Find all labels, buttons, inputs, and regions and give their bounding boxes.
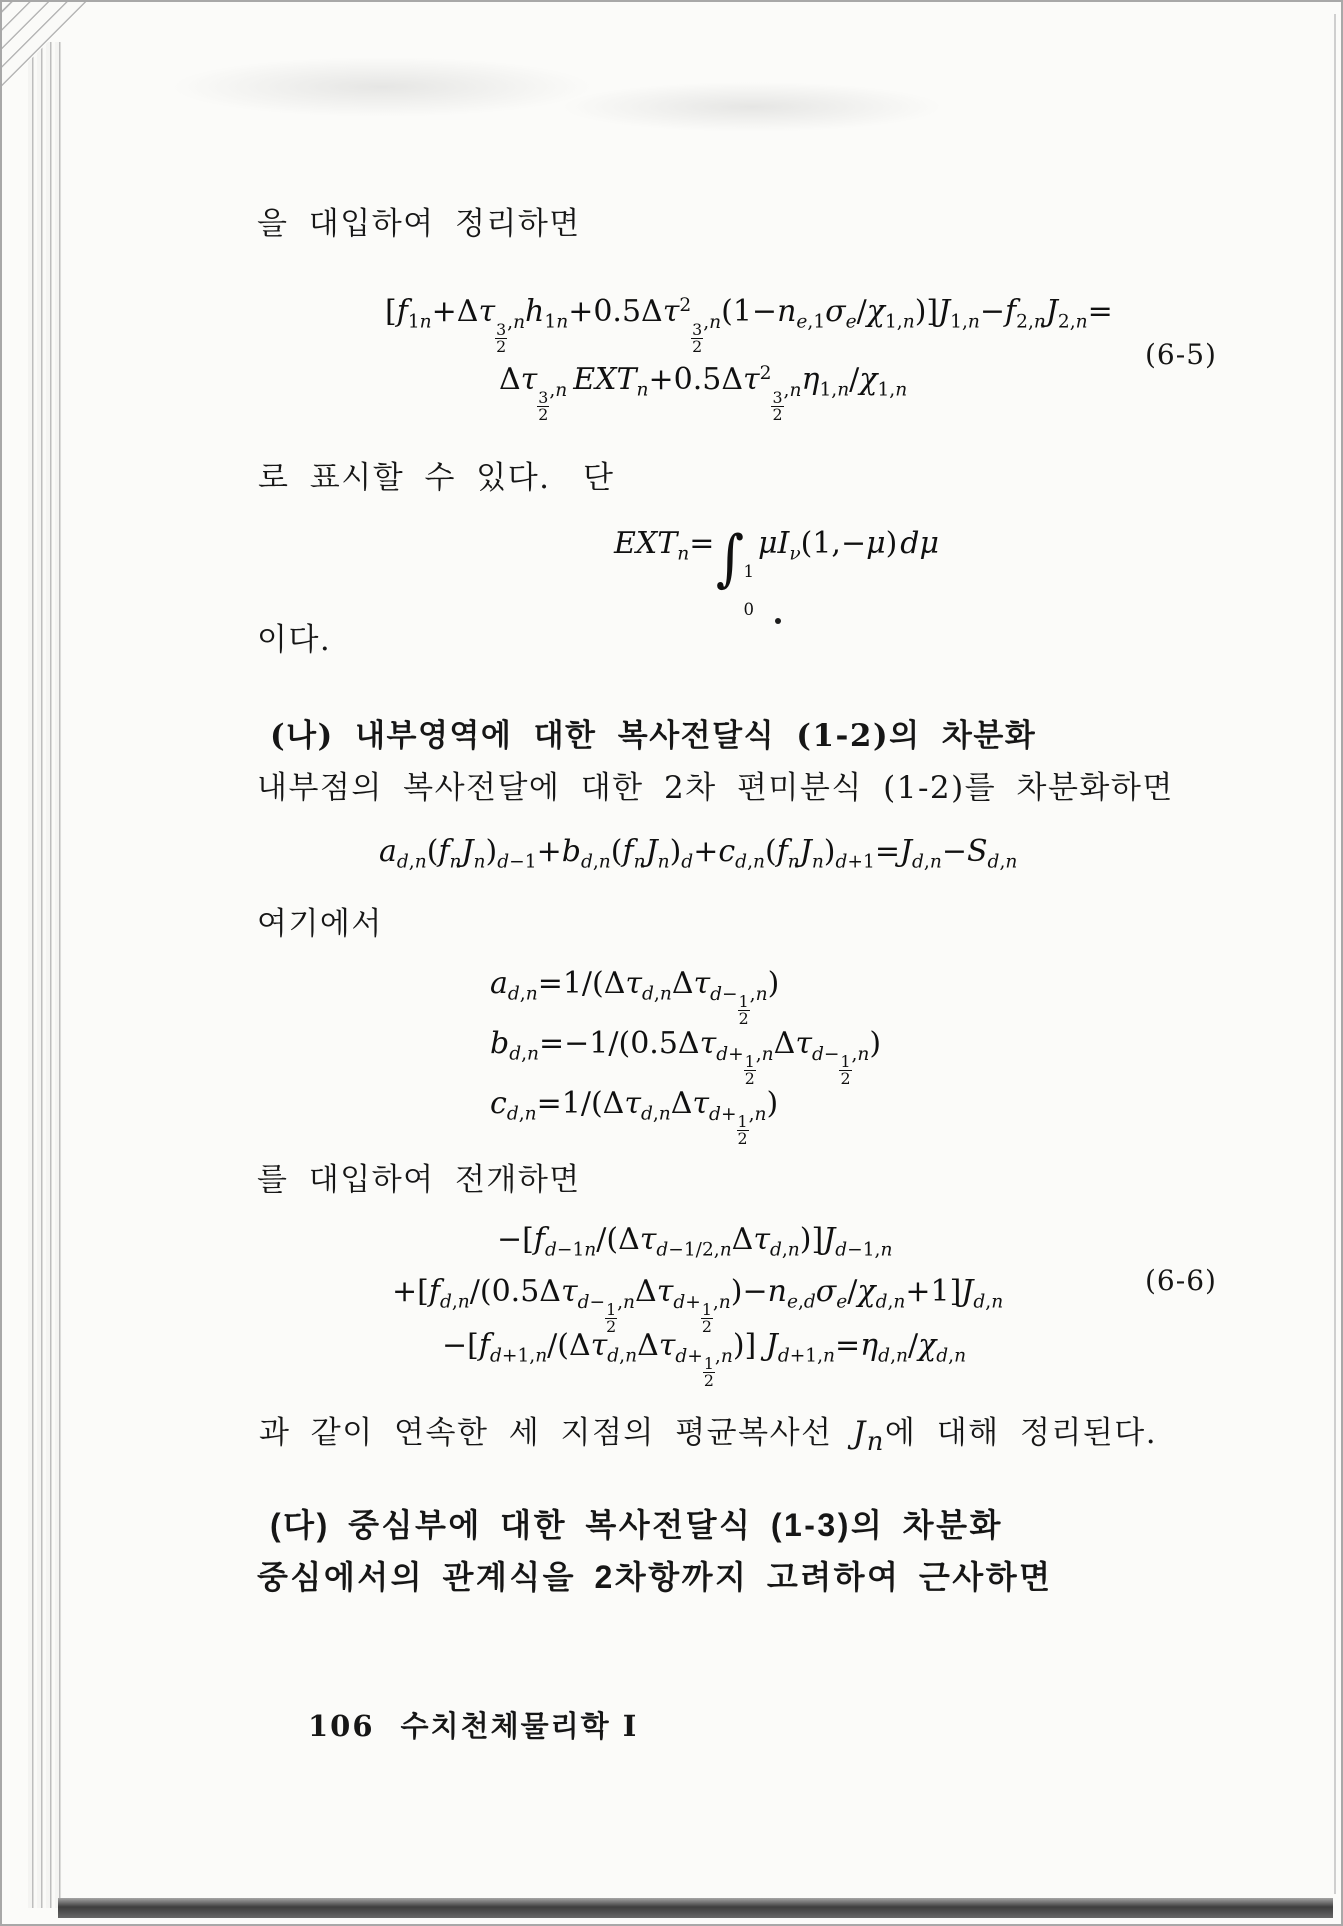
- equation-label-6-6: (6-6): [1145, 1264, 1217, 1297]
- equation-abc: $a_{d,n}(f_nJ_n)_{d-1}+b_{d,n}(f_nJ_n)_d+c_{d,n}(f_nJ_n)_{d+1}=J_{d,n}-S_{d,n}$: [379, 834, 1018, 873]
- book-title: 수치천체물리학 Ⅰ: [400, 1709, 639, 1743]
- equation-a: $a_{d,n}=1/(\Delta\tau_{d,n}\Delta\tau_{d- \frac{1}{2} ,n})$: [490, 966, 780, 1029]
- equation-label-6-5: (6-5): [1145, 338, 1217, 371]
- page-edge-left: [28, 42, 62, 1908]
- paragraph-here: 여기에서: [257, 906, 383, 942]
- equation-6-5-line-1: [$f_{1n}+\Delta\tau$ $_{\frac{3}{2} ,n}h_{1n}+0.5\Delta\tau^2$ $_{\frac{3}{2} ,n}(1-n_{e,1}\sigma_e/\chi_{1,n})]J_{1,n}-f_{2,n}J_{2,n}=$: [385, 294, 1113, 357]
- scan-dot-artifact: [775, 618, 781, 624]
- paragraph-ida: 이다.: [257, 622, 332, 658]
- page-edge-bottom: [58, 1898, 1333, 1918]
- equation-6-5-line-2: Δτ $_{\frac{3}{2} ,n}$ $EXT_n+0.5\Delta\tau^2$ $_{\frac{3}{2} ,n}\eta_{1,n}/\chi_{1,n}$: [499, 362, 908, 425]
- paragraph-na-body: 내부점의 복사전달에 대한 2차 편미분식 (1-2)를 차분화하면: [257, 770, 1174, 806]
- section-heading-da: (다) 중심부에 대한 복사전달식 (1-3)의 차분화: [270, 1507, 1003, 1543]
- paragraph-expand: 를 대입하여 전개하면: [257, 1162, 581, 1198]
- paragraph-expressed: 로 표시할 수 있다. 단: [258, 460, 615, 496]
- page-number: 106: [308, 1709, 375, 1743]
- scan-smudge: [172, 57, 592, 117]
- equation-6-6-line-3: $-[f_{d+1,n}/(\Delta\tau_{d,n}\Delta\tau_{d+ \frac{1}{2} ,n})]$ $J_{d+1,n}=\eta_{d,n}/\chi_{d,n}$: [442, 1328, 967, 1391]
- equation-c: $c_{d,n}=1/(\Delta\tau_{d,n}\Delta\tau_{d+ \frac{1}{2} ,n})$: [490, 1086, 779, 1149]
- paragraph-da-body: 중심에서의 관계식을 2차항까지 고려하여 근사하면: [257, 1559, 1053, 1595]
- page-edge-right: [1334, 14, 1336, 1894]
- equation-b: $b_{d,n}=-1/(0.5\Delta\tau_{d+ \frac{1}{2} ,n}\Delta\tau_{d- \frac{1}{2} ,n})$: [490, 1026, 882, 1089]
- equation-6-6-line-1: $-[f_{d-1n}/(\Delta\tau_{d-1/2,n}\Delta\tau_{d,n})]J_{d-1,n}$: [497, 1222, 893, 1261]
- equation-6-6-line-2: $+[f_{d,n}/(0.5\Delta\tau_{d- \frac{1}{2} ,n}\Delta\tau_{d+ \frac{1}{2} ,n})-n_{e,d}\sigma_e/\chi_{d,n}+1]J_{d,n}$: [392, 1274, 1004, 1337]
- section-heading-na: (나) 내부영역에 대한 복사전달식 (1-2)의 차분화: [270, 718, 1037, 754]
- paragraph-intro: 을 대입하여 정리하면: [257, 206, 581, 242]
- page-footer: [308, 1704, 638, 1745]
- paragraph-result: 과 같이 연속한 세 지점의 평균복사선 $J_n$에 대해 정리된다.: [259, 1415, 1158, 1458]
- equation-ext-integral: $EXT_n=\int$ 1 0 $\mu I_\nu(1,-\mu)$ dμ: [614, 522, 939, 620]
- scan-smudge: [562, 82, 942, 132]
